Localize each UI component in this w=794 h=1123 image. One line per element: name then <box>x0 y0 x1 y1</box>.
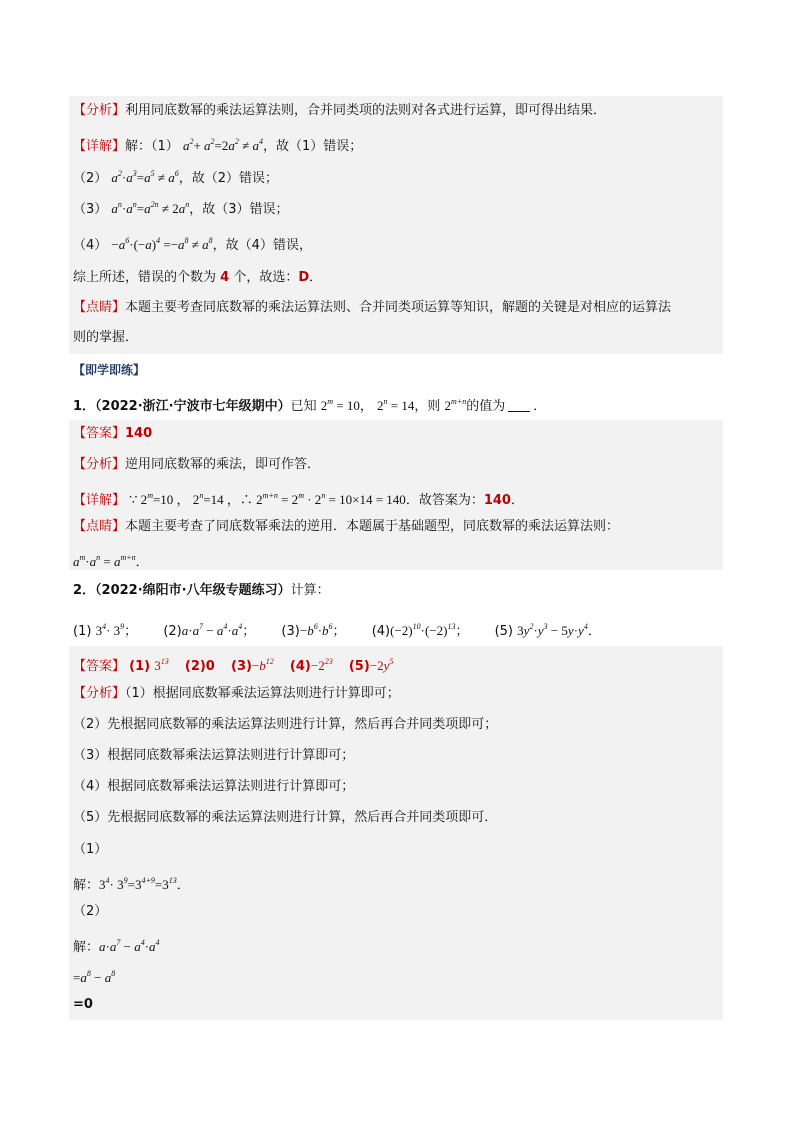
q1-line <box>73 392 546 417</box>
q1-text-c: 的值为 <box>466 399 506 414</box>
q1-sep: ， <box>359 399 373 414</box>
q2-number: 2． <box>73 583 96 598</box>
q2-analysis-item-4: （4）根据同底数幂乘法运算法则进行计算即可； <box>73 779 355 794</box>
q1-analysis-text: 逆用同底数幂的乘法，即可作答． <box>125 457 321 472</box>
q2-part-4-label: (4) <box>371 624 391 639</box>
q2-source: （2022·绵阳市·八年级专题练习） <box>95 583 291 598</box>
q2-answer-5-label: (5) <box>348 659 370 674</box>
q2-semi-2: ； <box>242 624 256 639</box>
q1-rule-end: ． <box>135 555 149 570</box>
q2-semi-4: ； <box>455 624 469 639</box>
q2-answer-3: $-b^{12}$ <box>251 657 274 673</box>
q2-solution-2-jie: 解： <box>73 940 100 955</box>
formula-2: $a^2\cdot a^3=a^5 \ne a^6$ <box>111 169 179 185</box>
q1-rule-formula: $a^m\cdot a^n = a^{m+n}$ <box>73 553 136 569</box>
detail-2-lead: （2） <box>73 171 108 186</box>
summary-text-a: 综上所述，错误的个数为 <box>73 270 221 285</box>
q2-answer-3-label: (3) <box>231 659 252 674</box>
q2-solution-1-line <box>73 871 190 896</box>
detail-line-3 <box>73 195 289 220</box>
detail-2-tail: ，故（2）错误； <box>178 171 279 186</box>
q1-rule-line <box>73 548 149 573</box>
formula-3: $a^n\cdot a^n=a^{2n} \ne 2a^n$ <box>111 200 190 216</box>
formula-4: $-a^6\cdot(-a)^4 =-a^8 \ne a^8$ <box>111 236 213 252</box>
q1-number: 1． <box>73 399 96 414</box>
q2-semi-1: ； <box>124 624 138 639</box>
q2-solution-2-expr: $a\cdot a^7 - a^4\cdot a^4$ <box>99 938 160 954</box>
q1-answer: 140 <box>125 426 153 441</box>
detail-4-tail: ，故（4）错误， <box>212 238 312 253</box>
q2-solution-1-head: （1） <box>73 842 108 857</box>
analysis-tag: 【分析】 <box>73 103 126 118</box>
q1-text-a: 已知 <box>290 399 317 414</box>
detail-tag: 【详解】 <box>73 139 126 154</box>
q1-text-b: ，则 <box>414 399 441 414</box>
detail-1-tail: ，故（1）错误； <box>263 139 363 154</box>
q2-answer-5: $-2y^5$ <box>369 657 394 673</box>
summary-end: ． <box>309 270 323 285</box>
q2-answer-tag: 【答案】 <box>73 659 126 674</box>
q2-solution-2-line-2 <box>73 964 115 989</box>
q1-end: ． <box>533 399 547 414</box>
q2-part-4-expr: $(-2)^{10}\cdot(-2)^{13}$ <box>390 622 456 638</box>
q2-solution-2-head: （2） <box>73 904 108 919</box>
q2-analysis-item-3: （3）根据同底数幂乘法运算法则进行计算即可； <box>73 748 355 763</box>
q2-part-3-expr: $-b^6\cdot b^6$ <box>299 622 333 638</box>
q2-solution-1-expr: $3^4\cdot 3^9=3^{4+9}=3^{13}$ <box>99 876 177 892</box>
detail-line-2 <box>73 164 278 189</box>
detail-lead: 解：（1） <box>125 139 179 154</box>
detail-4-lead: （4） <box>73 238 108 253</box>
q1-answer-tag: 【答案】 <box>73 426 126 441</box>
q2-analysis-line-4 <box>73 777 354 797</box>
q2-analysis-line-3 <box>73 746 354 766</box>
q2-part-1-expr: $3^4\cdot 3^9$ <box>95 622 125 638</box>
analysis-text: 利用同底数幂的乘法运算法则，合并同类项的法则对各式进行运算，即可得出结果． <box>125 103 607 118</box>
q2-analysis-line-5 <box>73 808 497 828</box>
q2-analysis-line-2 <box>73 715 497 735</box>
q1-detail-mid: ．故答案为： <box>405 493 484 508</box>
comment-text-1: 本题主要考查同底数幂的乘法运算法则、合并同类项运算等知识，解题的关键是对相应的运算法 <box>125 300 672 315</box>
detail-3-tail: ，故（3）错误； <box>189 202 289 217</box>
q1-cond-1: $2^m = 10$ <box>320 397 360 413</box>
q2-answer-2: (2)0 <box>184 659 215 674</box>
practice-header: 【即学即练】 <box>73 363 146 377</box>
q2-solution-2-step: $=a^8 - a^8$ <box>73 969 116 985</box>
q2-line <box>73 581 330 601</box>
q2-analysis-line-1 <box>73 684 400 704</box>
q1-answer-line <box>73 424 152 444</box>
formula-1: $a^2+ a^2=2a^2 \ne a^4$ <box>182 137 264 153</box>
q2-solution-2-line-3: =0 <box>73 997 93 1012</box>
comment-text-2: 则的掌握． <box>73 330 139 345</box>
comment-tag: 【点睛】 <box>73 300 126 315</box>
q2-answer-4: $-2^{23}$ <box>310 657 333 673</box>
q1-detail-formula: ∵ $2^m=10$ ， $2^n=14$ ，∴ $2^{m+n} = 2^m \cdot 2^n = 10\times 14 = 140$ <box>129 491 406 507</box>
q2-solution-1-jie: 解： <box>73 878 100 893</box>
summary-line <box>73 268 322 288</box>
q2-part-2-expr: $a\cdot a^7 - a^4\cdot a^4$ <box>181 622 243 638</box>
q1-analysis-tag: 【分析】 <box>73 457 126 472</box>
q2-problems-line <box>73 617 601 642</box>
q2-part-3-label: (3) <box>281 624 300 639</box>
q2-text: 计算： <box>290 583 330 598</box>
q1-comment-tag: 【点睛】 <box>73 519 126 534</box>
q1-comment-text: 本题主要考查了同底数幂乘法的逆用．本题属于基础题型，同底数幂的乘法运算法则： <box>125 519 620 534</box>
q2-solution-2-line-1 <box>73 933 160 958</box>
q2-part-2-label: (2) <box>163 624 182 639</box>
q2-part-5-label: (5) <box>494 624 514 639</box>
detail-line-4 <box>73 231 312 256</box>
q2-semi-3: ； <box>332 624 346 639</box>
q1-detail-tag: 【详解】 <box>73 493 126 508</box>
q1-cond-2: $2^n = 14$ <box>377 397 415 413</box>
q2-answer-4-label: (4) <box>289 659 311 674</box>
analysis-line <box>73 101 606 121</box>
q1-target: $2^{m+n}$ <box>444 397 467 413</box>
q1-detail-answer: 140 <box>483 493 511 508</box>
q2-analysis-tag: 【分析】 <box>73 686 126 701</box>
q2-answer-line <box>73 652 393 677</box>
q2-analysis-item-1: （1）根据同底数幂乘法运算法则进行计算即可； <box>125 686 400 701</box>
summary-text-b: 个，故选： <box>229 270 299 285</box>
summary-choice: D <box>298 270 310 285</box>
q2-analysis-item-2: （2）先根据同底数幂的乘法运算法则进行计算，然后再合并同类项即可； <box>73 717 498 732</box>
detail-line-1 <box>73 132 362 157</box>
q1-source: （2022·浙江·宁波市七年级期中） <box>95 399 291 414</box>
q1-analysis-line <box>73 455 320 475</box>
answer-blank <box>508 399 530 412</box>
q1-comment-line <box>73 517 619 537</box>
q1-detail-end: ． <box>510 493 524 508</box>
comment-line-2 <box>73 328 138 348</box>
comment-line-1 <box>73 298 671 318</box>
detail-3-lead: （3） <box>73 202 108 217</box>
q2-part-5-expr: $3y^2\cdot y^3 - 5y\cdot y^4$ <box>517 622 588 638</box>
q2-solution-1-end: ． <box>176 878 190 893</box>
q2-answer-1-label: (1) <box>129 659 151 674</box>
q2-analysis-item-5: （5）先根据同底数幂的乘法运算法则进行计算，然后再合并同类项即可． <box>73 810 498 825</box>
q2-part-1-label: (1) <box>73 624 92 639</box>
q1-detail-line <box>73 486 524 511</box>
summary-count: 4 <box>220 270 230 285</box>
q2-end: ． <box>587 624 601 639</box>
q2-answer-1: $3^{13}$ <box>154 657 169 673</box>
